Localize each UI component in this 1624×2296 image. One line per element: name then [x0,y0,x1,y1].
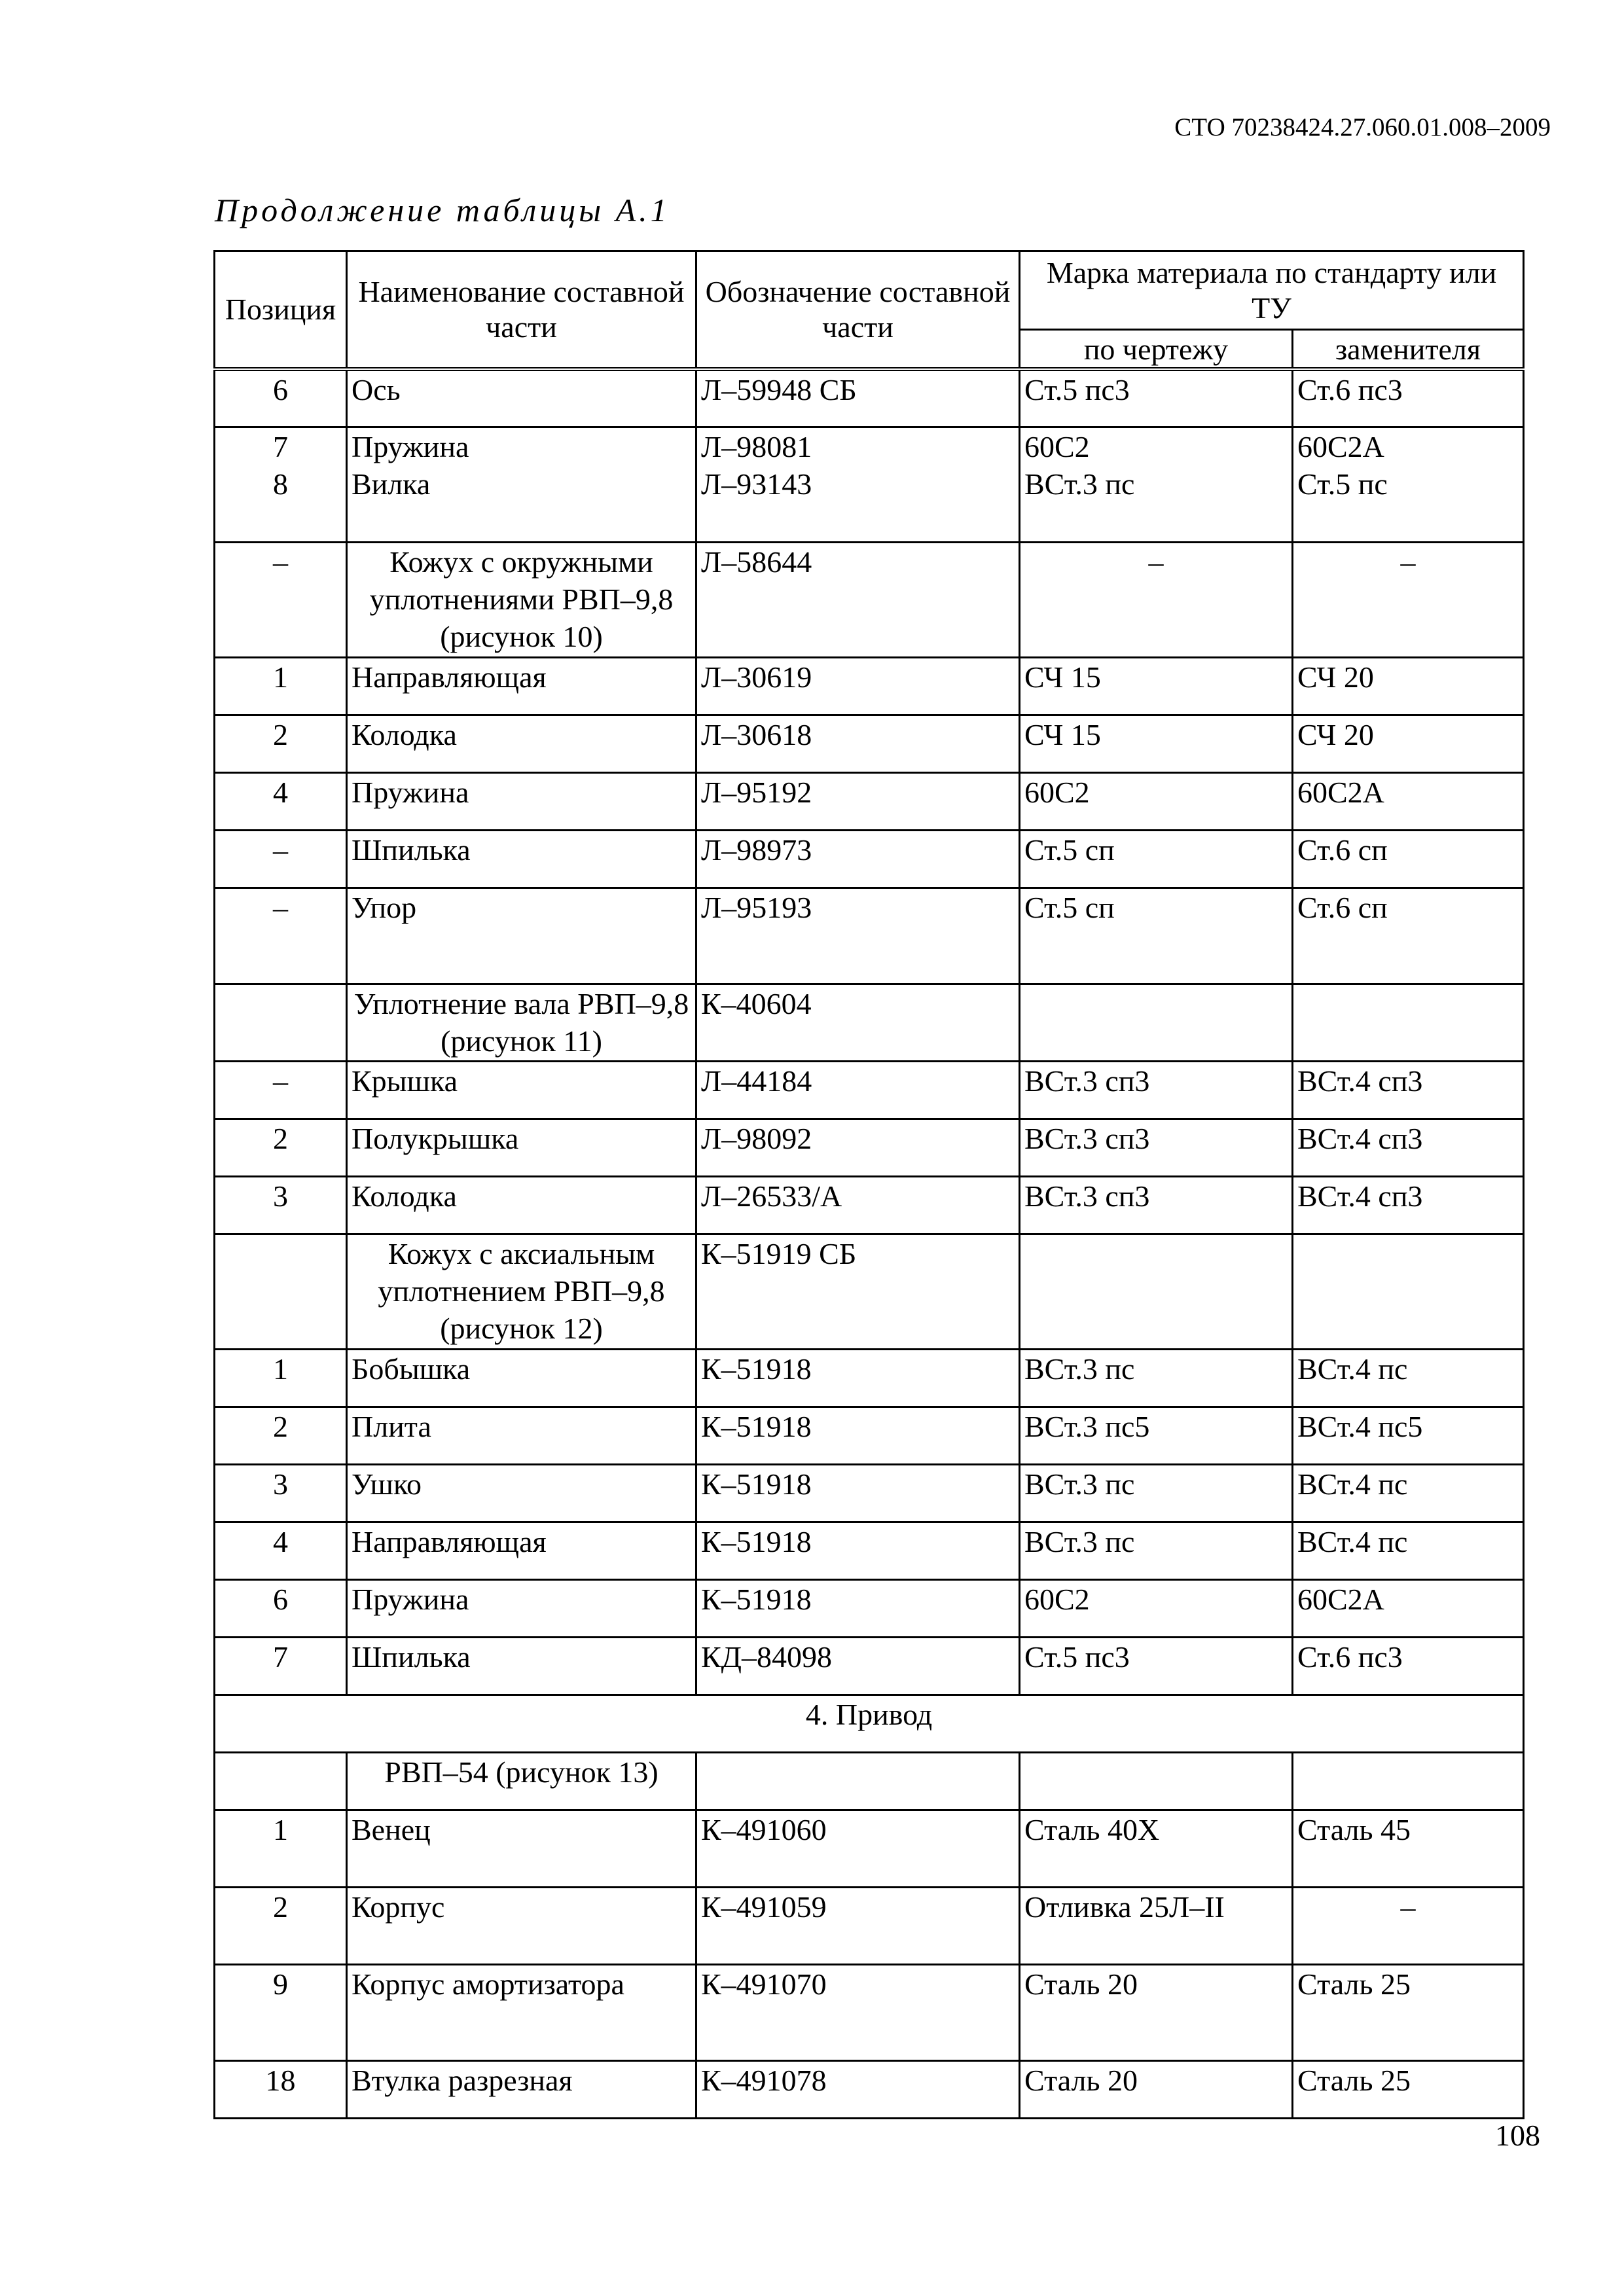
cell-designation: Л–30618 [696,715,1020,772]
table-row [215,2060,1524,2118]
group-title-row [215,1234,1524,1349]
cell-designation: К–51918 [696,1522,1020,1579]
cell-material: ВСт.3 сп3 [1020,1176,1293,1234]
table-row [215,369,1524,427]
cell-substitute: Ст.6 сп [1293,830,1524,888]
cell-substitute: Ст.6 сп [1293,888,1524,984]
cell-material: Ст.5 пс3 [1020,1637,1293,1695]
cell-position: 7 8 [215,427,347,542]
cell-name: Пружина Вилка [347,427,696,542]
cell-name: Полукрышка [347,1119,696,1176]
cell-position [215,984,347,1061]
table-row [215,715,1524,772]
cell-substitute: 60С2А [1293,772,1524,830]
table-row [215,888,1524,984]
table-row [215,1887,1524,1964]
table-caption: Продолжение таблицы А.1 [215,192,670,228]
section-row [215,1695,1524,1752]
cell-substitute: Ст.6 пс3 [1293,369,1524,427]
cell-substitute: ВСт.4 сп3 [1293,1119,1524,1176]
cell-position: – [215,542,347,657]
cell-substitute: ВСт.4 сп3 [1293,1061,1524,1119]
header-by-drawing: по чертежу [1020,330,1293,370]
cell-material: Сталь 40Х [1020,1810,1293,1887]
cell-position: 18 [215,2060,347,2118]
cell-designation: К–491070 [696,1964,1020,2060]
cell-designation: К–40604 [696,984,1020,1061]
cell-material: 60С2 [1020,772,1293,830]
cell-designation: Л–95193 [696,888,1020,984]
cell-position [215,1234,347,1349]
header-designation: Обозначение составной части [696,251,1020,370]
cell-designation: К–51918 [696,1407,1020,1464]
table-row [215,1579,1524,1637]
cell-material: Ст.5 пс3 [1020,369,1293,427]
table-row [215,830,1524,888]
cell-material: ВСт.3 пс [1020,1349,1293,1407]
cell-substitute [1293,1752,1524,1810]
cell-designation: Л–30619 [696,657,1020,715]
header-name: Наименование составной части [347,251,696,370]
cell-material [1020,984,1293,1061]
cell-substitute: СЧ 20 [1293,657,1524,715]
cell-designation: Л–98973 [696,830,1020,888]
cell-name: Бобышка [347,1349,696,1407]
cell-position: 1 [215,1349,347,1407]
cell-material: 60С2 [1020,1579,1293,1637]
cell-material: Ст.5 сп [1020,830,1293,888]
cell-designation [696,1752,1020,1810]
table-row [215,772,1524,830]
cell-designation: Л–58644 [696,542,1020,657]
cell-substitute: Сталь 25 [1293,1964,1524,2060]
cell-designation: Л–26533/А [696,1176,1020,1234]
table-body [215,369,1524,2118]
cell-substitute: 60С2А Ст.5 пс [1293,427,1524,542]
cell-substitute: СЧ 20 [1293,715,1524,772]
cell-name: Ось [347,369,696,427]
cell-position: 2 [215,1407,347,1464]
cell-name: Пружина [347,772,696,830]
cell-name: Шпилька [347,1637,696,1695]
cell-substitute: Сталь 45 [1293,1810,1524,1887]
cell-name: Уплотнение вала РВП–9,8 (рисунок 11) [347,984,696,1061]
cell-substitute: – [1293,542,1524,657]
cell-material: ВСт.3 сп3 [1020,1119,1293,1176]
table-row [215,427,1524,542]
cell-position: – [215,830,347,888]
table-row [215,1637,1524,1695]
cell-position: 2 [215,715,347,772]
cell-substitute: ВСт.4 пс [1293,1522,1524,1579]
cell-designation: К–491060 [696,1810,1020,1887]
header-material: Марка материала по стандарту или ТУ [1020,251,1524,330]
cell-substitute: Ст.6 пс3 [1293,1637,1524,1695]
cell-substitute: ВСт.4 пс5 [1293,1407,1524,1464]
cell-substitute [1293,984,1524,1061]
cell-substitute: Сталь 25 [1293,2060,1524,2118]
cell-position: 6 [215,1579,347,1637]
spec-table [213,250,1525,2119]
cell-name: Венец [347,1810,696,1887]
cell-name: Крышка [347,1061,696,1119]
cell-designation: Л–95192 [696,772,1020,830]
cell-name: Кожух с аксиальным уплотнением РВП–9,8 (рисунок 12) [347,1234,696,1349]
table-row [215,657,1524,715]
cell-designation: Л–59948 СБ [696,369,1020,427]
section-title: 4. Привод [215,1695,1524,1752]
cell-substitute: ВСт.4 пс [1293,1349,1524,1407]
cell-position: 7 [215,1637,347,1695]
cell-position: 4 [215,1522,347,1579]
cell-designation: К–51918 [696,1349,1020,1407]
cell-material: СЧ 15 [1020,657,1293,715]
cell-material: ВСт.3 сп3 [1020,1061,1293,1119]
cell-designation: КД–84098 [696,1637,1020,1695]
table-row [215,1349,1524,1407]
table-row [215,1119,1524,1176]
cell-position: 2 [215,1119,347,1176]
group-title-row [215,984,1524,1061]
cell-name: Корпус [347,1887,696,1964]
cell-position: – [215,888,347,984]
header-position: Позиция [215,251,347,370]
header-substitute: заменителя [1293,330,1524,370]
cell-position: 3 [215,1176,347,1234]
cell-name: Шпилька [347,830,696,888]
cell-position: 3 [215,1464,347,1522]
cell-material [1020,1752,1293,1810]
group-title-row [215,1752,1524,1810]
cell-name: Упор [347,888,696,984]
cell-name: РВП–54 (рисунок 13) [347,1752,696,1810]
cell-name: Корпус амортизатора [347,1964,696,2060]
cell-name: Колодка [347,715,696,772]
cell-position: 2 [215,1887,347,1964]
cell-material: Сталь 20 [1020,2060,1293,2118]
cell-material: Сталь 20 [1020,1964,1293,2060]
cell-material: 60С2 ВСт.3 пс [1020,427,1293,542]
cell-name: Пружина [347,1579,696,1637]
cell-position: 1 [215,657,347,715]
cell-position [215,1752,347,1810]
cell-material: СЧ 15 [1020,715,1293,772]
cell-designation: Л–98081 Л–93143 [696,427,1020,542]
cell-name: Втулка разрезная [347,2060,696,2118]
cell-name: Плита [347,1407,696,1464]
cell-designation: К–51918 [696,1464,1020,1522]
cell-position: 6 [215,369,347,427]
table-row [215,1522,1524,1579]
cell-material: ВСт.3 пс [1020,1522,1293,1579]
document-code: СТО 70238424.27.060.01.008–2009 [1174,113,1551,141]
cell-designation: К–491059 [696,1887,1020,1964]
table-row [215,1061,1524,1119]
cell-position: 1 [215,1810,347,1887]
page-number: 108 [1495,2119,1540,2152]
cell-name: Колодка [347,1176,696,1234]
cell-material: ВСт.3 пс [1020,1464,1293,1522]
cell-position: 4 [215,772,347,830]
table-row [215,1964,1524,2060]
table-row [215,1176,1524,1234]
cell-name: Направляющая [347,1522,696,1579]
table-row [215,1464,1524,1522]
cell-material [1020,1234,1293,1349]
table-row [215,1407,1524,1464]
cell-substitute: 60С2А [1293,1579,1524,1637]
cell-substitute [1293,1234,1524,1349]
cell-material: Ст.5 сп [1020,888,1293,984]
cell-designation: Л–44184 [696,1061,1020,1119]
cell-name: Кожух с окружными уплотнениями РВП–9,8 (рисунок 10) [347,542,696,657]
cell-name: Ушко [347,1464,696,1522]
cell-position: – [215,1061,347,1119]
cell-material: ВСт.3 пс5 [1020,1407,1293,1464]
cell-designation: К–51918 [696,1579,1020,1637]
cell-material: – [1020,542,1293,657]
group-title-row [215,542,1524,657]
cell-substitute: ВСт.4 сп3 [1293,1176,1524,1234]
cell-substitute: ВСт.4 пс [1293,1464,1524,1522]
cell-designation: К–491078 [696,2060,1020,2118]
cell-designation: Л–98092 [696,1119,1020,1176]
table-row [215,1810,1524,1887]
cell-position: 9 [215,1964,347,2060]
cell-substitute: – [1293,1887,1524,1964]
cell-material: Отливка 25Л–II [1020,1887,1293,1964]
cell-designation: К–51919 СБ [696,1234,1020,1349]
cell-name: Направляющая [347,657,696,715]
